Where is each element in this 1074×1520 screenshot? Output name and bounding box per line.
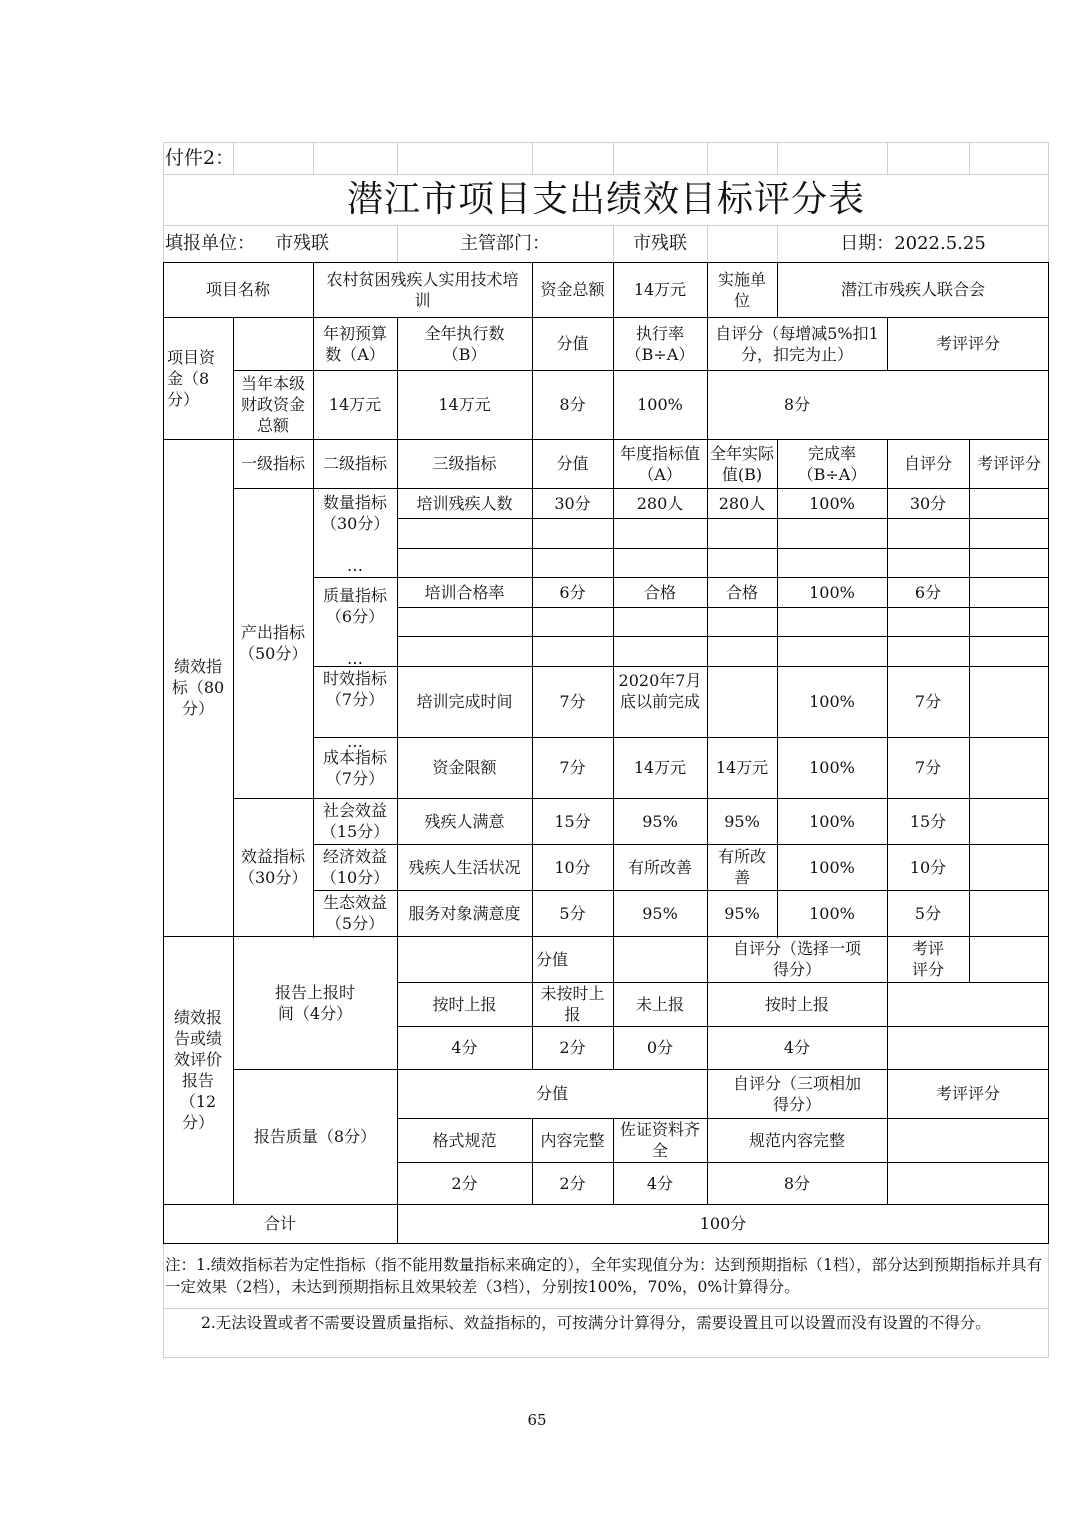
report-timing-opt1: 按时上报 — [432, 994, 497, 1014]
perf-header-level3: 三级指标 — [432, 454, 497, 473]
report-quality-opt3: 佐证资料齐全 — [619, 1120, 700, 1160]
quantity-ellipsis: … — [347, 556, 363, 575]
funds-header-budget: 年初预算数（A） — [322, 323, 387, 364]
funds-header-score: 分值 — [556, 334, 589, 353]
report-timing-review-header: 考评评分 — [911, 939, 944, 979]
quality-completion: 100% — [809, 582, 855, 602]
report-timing-opt3-score: 0分 — [646, 1038, 674, 1057]
cost-label: 成本指标（7分） — [322, 747, 387, 788]
economic-completion: 100% — [809, 857, 855, 877]
quantity-name: 培训残疾人数 — [416, 493, 513, 513]
ecological-label: 生态效益（5分） — [322, 893, 387, 933]
report-quality-opt1: 格式规范 — [432, 1130, 497, 1150]
timeliness-name: 培训完成时间 — [416, 692, 513, 711]
quantity-self: 30分 — [909, 493, 947, 513]
perf-section-label: 绩效指标（80分） — [171, 657, 225, 718]
funds-row-rate: 100% — [637, 395, 683, 414]
report-quality-review-header: 考评评分 — [935, 1084, 1000, 1103]
perf-header-actual: 全年实际值(B) — [709, 443, 774, 484]
funds-row-executed: 14万元 — [438, 395, 491, 414]
report-quality-self-header: 自评分（三项相加得分） — [732, 1073, 861, 1114]
score-table — [163, 142, 1049, 1358]
ecological-completion: 100% — [809, 903, 855, 923]
report-quality-opt3-score: 4分 — [646, 1173, 674, 1193]
social-name: 残疾人满意 — [424, 811, 505, 831]
ecological-target: 95% — [642, 903, 678, 923]
funds-section-label: 项目资金（8分） — [167, 347, 216, 409]
quality-actual: 合格 — [725, 582, 758, 602]
timeliness-label-text: 时效指标（7分） — [322, 669, 387, 709]
quality-ellipsis: … — [347, 649, 363, 668]
timeliness-completion: 100% — [809, 692, 855, 711]
quality-label-text: 质量指标（6分） — [322, 586, 387, 626]
report-timing-self-header: 自评分（选择一项得分） — [732, 939, 861, 979]
report-timing-score-header: 分值 — [535, 949, 568, 969]
report-timing-opt2: 未按时上报 — [540, 984, 605, 1024]
output-group-label: 产出指标（50分） — [239, 623, 308, 663]
quality-score: 6分 — [559, 582, 586, 602]
date-label: 日期： — [840, 233, 895, 254]
note-2: 2.无法设置或者不需要设置质量指标、效益指标的，可按满分计算得分，需要设置且可以设置而没有设置的不得分。 — [201, 1314, 991, 1332]
funds-row-score: 8分 — [559, 395, 586, 414]
quality-self: 6分 — [914, 582, 942, 602]
report-quality-opt2: 内容完整 — [540, 1130, 605, 1150]
fund-total-label: 资金总额 — [540, 280, 605, 299]
social-target: 95% — [642, 811, 678, 831]
economic-target: 有所改善 — [627, 857, 692, 877]
note-1: 注：1.绩效指标若为定性指标（指不能用数量指标来确定的），全年实现值分为：达到预期指标（1档），部分达到预期指标并具有一定效果（2档），未达到预期指标且效果较差（3档），分别按100%，70%，0%计算得分。 — [165, 1255, 1043, 1296]
cost-actual: 14万元 — [715, 758, 769, 777]
timeliness-score: 7分 — [559, 692, 586, 711]
report-timing-opt2-score: 2分 — [559, 1038, 586, 1057]
dept-value: 市残联 — [633, 233, 687, 254]
economic-score: 10分 — [554, 857, 591, 877]
cost-target: 14万元 — [633, 758, 687, 777]
quantity-label — [313, 488, 397, 577]
timeliness-ellipsis: … — [347, 732, 363, 751]
ecological-self: 5分 — [914, 903, 942, 923]
attachment-label: 付件2： — [165, 146, 235, 169]
perf-header-target: 年度指标值（A） — [619, 443, 700, 484]
benefit-group-label: 效益指标（30分） — [239, 847, 308, 887]
report-quality-label: 报告质量（8分） — [253, 1127, 377, 1146]
cost-score: 7分 — [559, 758, 586, 777]
date-value: 2022.5.25 — [894, 233, 986, 254]
project-name-label: 项目名称 — [205, 280, 270, 299]
perf-header-level2: 二级指标 — [322, 454, 387, 473]
ecological-name: 服务对象满意度 — [408, 903, 521, 923]
funds-header-review: 考评评分 — [935, 334, 1000, 353]
report-section-label: 绩效报告或绩效评价报告（12分） — [173, 1008, 222, 1132]
report-quality-opt1-score: 2分 — [451, 1173, 478, 1193]
impl-unit-value: 潜江市残疾人联合会 — [840, 280, 985, 299]
report-timing-opt1-score: 4分 — [451, 1038, 478, 1057]
economic-actual: 有所改善 — [717, 847, 766, 887]
cost-name: 资金限额 — [432, 758, 497, 777]
perf-header-review: 考评评分 — [976, 454, 1041, 473]
cost-completion: 100% — [809, 758, 855, 777]
social-score: 15分 — [554, 811, 591, 831]
social-completion: 100% — [809, 811, 855, 831]
date-field — [777, 225, 1049, 262]
total-value: 100分 — [699, 1214, 747, 1233]
ecological-actual: 95% — [724, 903, 760, 923]
report-timing-self-choice: 按时上报 — [764, 994, 829, 1014]
report-quality-self-choice: 规范内容完整 — [748, 1130, 845, 1150]
quantity-actual: 280人 — [718, 493, 766, 513]
impl-unit-label: 实施单位 — [717, 269, 766, 310]
funds-header-self: 自评分（每增减5%扣1分，扣完为止） — [715, 323, 879, 364]
fund-total-value: 14万元 — [633, 280, 687, 299]
quantity-score: 30分 — [554, 493, 591, 513]
project-name-value: 农村贫困残疾人实用技术培训 — [326, 269, 519, 310]
timeliness-self: 7分 — [914, 692, 942, 711]
social-label: 社会效益（15分） — [320, 801, 390, 841]
report-timing-self-score: 4分 — [783, 1038, 811, 1057]
quantity-completion: 100% — [809, 493, 855, 513]
perf-header-completion: 完成率（B÷A） — [797, 443, 867, 484]
social-self: 15分 — [909, 811, 947, 831]
page-number: 65 — [527, 1411, 547, 1429]
quality-name: 培训合格率 — [424, 582, 505, 602]
economic-self: 10分 — [909, 857, 947, 877]
social-actual: 95% — [724, 811, 760, 831]
unit-value: 市残联 — [275, 233, 329, 254]
report-timing-label: 报告上报时间（4分） — [275, 982, 356, 1023]
report-quality-score-header: 分值 — [535, 1084, 568, 1103]
quantity-target: 280人 — [636, 493, 684, 513]
timeliness-label — [313, 666, 397, 751]
economic-name: 残疾人生活状况 — [408, 857, 521, 877]
economic-label: 经济效益（10分） — [320, 847, 390, 887]
page-title: 潜江市项目支出绩效目标评分表 — [346, 179, 865, 220]
funds-row-review — [887, 370, 1049, 439]
quantity-label-text: 数量指标（30分） — [321, 493, 390, 533]
dept-label: 主管部门： — [460, 233, 550, 254]
funds-row-label: 当年本级财政资金总额 — [240, 374, 305, 435]
total-label: 合计 — [263, 1214, 296, 1233]
quality-label — [313, 577, 397, 666]
funds-row-budget: 14万元 — [328, 395, 382, 414]
perf-header-self: 自评分 — [903, 454, 952, 473]
report-quality-opt2-score: 2分 — [559, 1173, 586, 1193]
funds-header-rate: 执行率（B÷A） — [625, 323, 695, 364]
perf-header-score: 分值 — [556, 454, 589, 473]
cost-self: 7分 — [914, 758, 942, 777]
funds-header-executed: 全年执行数（B） — [424, 323, 505, 364]
timeliness-actual — [707, 666, 777, 737]
quality-target: 合格 — [643, 582, 676, 602]
perf-header-level1: 一级指标 — [240, 454, 305, 473]
timeliness-target: 2020年7月底以前完成 — [618, 671, 702, 711]
unit-label: 填报单位： — [165, 233, 255, 254]
report-timing-opt3: 未上报 — [635, 994, 684, 1014]
funds-row-self: 8分 — [783, 395, 811, 414]
report-quality-self-score: 8分 — [783, 1173, 811, 1193]
ecological-score: 5分 — [559, 903, 586, 923]
